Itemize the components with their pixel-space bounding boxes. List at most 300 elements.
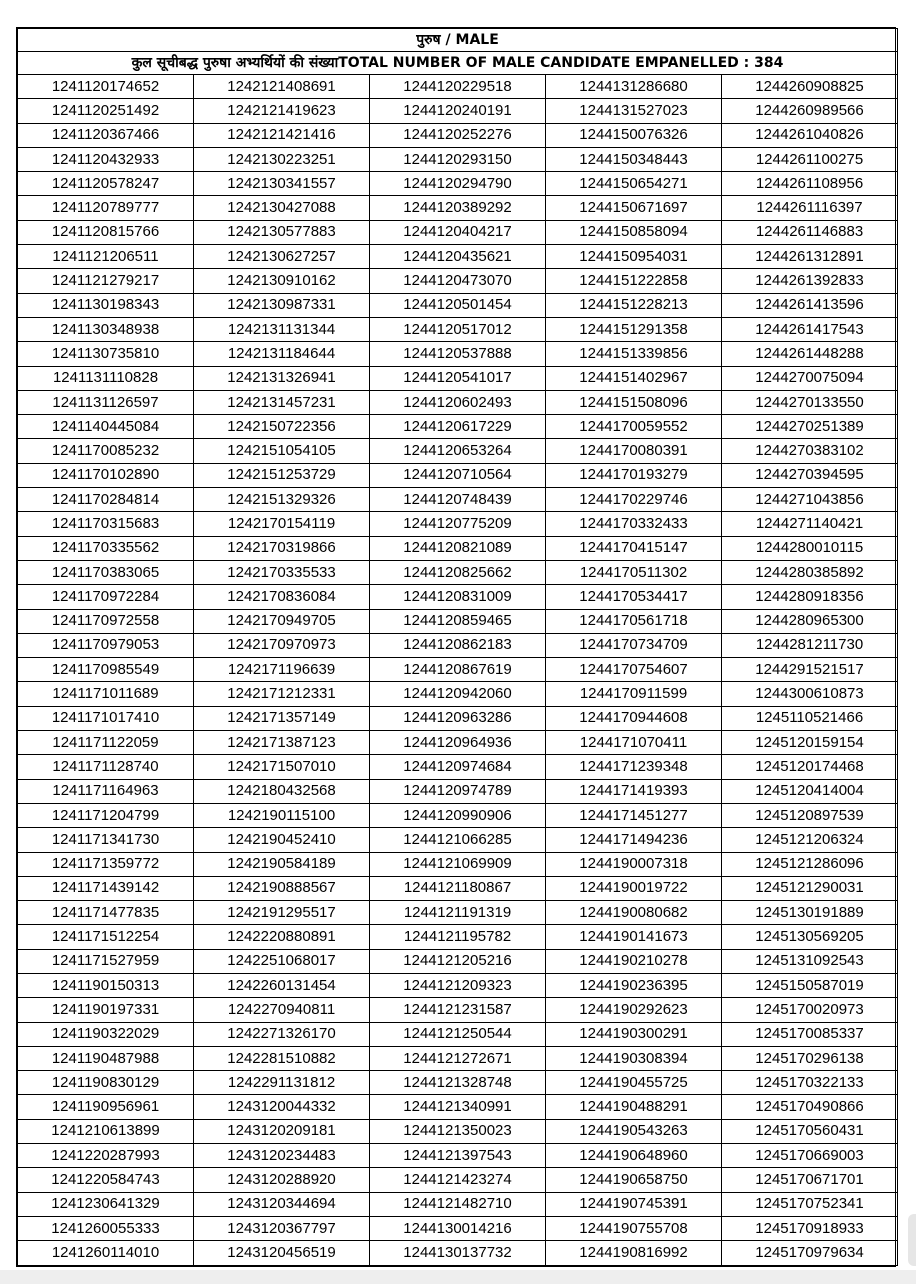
roll-number-cell: 1245170490866 — [722, 1095, 898, 1119]
roll-number-cell: 1245170020973 — [722, 998, 898, 1022]
roll-number-cell: 1244190300291 — [546, 1022, 722, 1046]
roll-number-cell: 1244120435621 — [370, 245, 546, 269]
roll-number-cell: 1244261116397 — [722, 196, 898, 220]
table-row — [18, 1168, 898, 1192]
roll-number-cell: 1241130348938 — [18, 317, 194, 341]
roll-number-cell: 1244271043856 — [722, 488, 898, 512]
roll-number-cell: 1244120252276 — [370, 123, 546, 147]
roll-number-cell: 1241170972558 — [18, 609, 194, 633]
roll-number-cell: 1245120174468 — [722, 755, 898, 779]
table-row — [18, 245, 898, 269]
roll-number-cell: 1244170415147 — [546, 536, 722, 560]
roll-number-cell: 1245170979634 — [722, 1241, 898, 1265]
roll-number-cell: 1244131527023 — [546, 99, 722, 123]
roll-number-cell: 1242151329326 — [194, 488, 370, 512]
roll-number-cell: 1244120473070 — [370, 269, 546, 293]
roll-number-cell: 1244120240191 — [370, 99, 546, 123]
roll-number-cell: 1244261413596 — [722, 293, 898, 317]
page-bottom-edge — [0, 1270, 916, 1284]
roll-number-cell: 1241140445084 — [18, 415, 194, 439]
roll-number-cell: 1244281211730 — [722, 633, 898, 657]
roll-number-cell: 1241171527959 — [18, 949, 194, 973]
roll-number-cell: 1244150348443 — [546, 147, 722, 171]
roll-number-cell: 1244261448288 — [722, 342, 898, 366]
roll-number-cell: 1241190150313 — [18, 973, 194, 997]
roll-number-cell: 1241131126597 — [18, 390, 194, 414]
roll-number-cell: 1242170335533 — [194, 560, 370, 584]
roll-number-cell: 1245110521466 — [722, 706, 898, 730]
roll-number-cell: 1244120821089 — [370, 536, 546, 560]
roll-number-cell: 1244120942060 — [370, 682, 546, 706]
roll-number-cell: 1242170836084 — [194, 585, 370, 609]
roll-number-cell: 1244190648960 — [546, 1144, 722, 1168]
roll-number-cell: 1241170383065 — [18, 560, 194, 584]
roll-number-cell: 1245170752341 — [722, 1192, 898, 1216]
roll-number-cell: 1241220584743 — [18, 1168, 194, 1192]
table-row — [18, 1022, 898, 1046]
roll-number-cell: 1244120963286 — [370, 706, 546, 730]
roll-number-cell: 1243120367797 — [194, 1216, 370, 1240]
table-row — [18, 415, 898, 439]
roll-number-cell: 1244121180867 — [370, 876, 546, 900]
roll-number-cell: 1241210613899 — [18, 1119, 194, 1143]
roll-number-cell: 1242131326941 — [194, 366, 370, 390]
roll-number-cell: 1245121290031 — [722, 876, 898, 900]
roll-number-cell: 1241190197331 — [18, 998, 194, 1022]
roll-number-cell: 1241171512254 — [18, 925, 194, 949]
roll-number-cell: 1242291131812 — [194, 1071, 370, 1095]
roll-number-cell: 1242281510882 — [194, 1046, 370, 1070]
roll-number-cell: 1244121066285 — [370, 828, 546, 852]
roll-number-cell: 1244150858094 — [546, 220, 722, 244]
roll-number-cell: 1245121286096 — [722, 852, 898, 876]
roll-number-cell: 1244170080391 — [546, 439, 722, 463]
table-row — [18, 75, 898, 99]
roll-number-cell: 1244190816992 — [546, 1241, 722, 1265]
roll-number-cell: 1242150722356 — [194, 415, 370, 439]
table-row — [18, 1046, 898, 1070]
table-row — [18, 220, 898, 244]
roll-number-cell: 1244130014216 — [370, 1216, 546, 1240]
roll-number-cell: 1242131457231 — [194, 390, 370, 414]
roll-number-cell: 1244120859465 — [370, 609, 546, 633]
roll-number-cell: 1241170979053 — [18, 633, 194, 657]
roll-number-cell: 1244280010115 — [722, 536, 898, 560]
roll-number-cell: 1244270251389 — [722, 415, 898, 439]
roll-number-cell: 1241171477835 — [18, 901, 194, 925]
table-subtitle — [18, 52, 898, 75]
roll-number-cell: 1245170671701 — [722, 1168, 898, 1192]
roll-number-cell: 1244150671697 — [546, 196, 722, 220]
table-row — [18, 1192, 898, 1216]
roll-number-cell: 1241120367466 — [18, 123, 194, 147]
roll-number-cell: 1242190115100 — [194, 803, 370, 827]
roll-number-cell: 1245130569205 — [722, 925, 898, 949]
roll-number-cell: 1241171359772 — [18, 852, 194, 876]
table-row — [18, 779, 898, 803]
roll-number-cell: 1241120432933 — [18, 147, 194, 171]
roll-number-cell: 1244170534417 — [546, 585, 722, 609]
roll-number-cell: 1241190830129 — [18, 1071, 194, 1095]
table-row — [18, 803, 898, 827]
roll-number-cell: 1242130987331 — [194, 293, 370, 317]
roll-number-cell: 1244120775209 — [370, 512, 546, 536]
roll-number-cell: 1241120789777 — [18, 196, 194, 220]
roll-number-cell: 1243120344694 — [194, 1192, 370, 1216]
roll-number-cell: 1244120990906 — [370, 803, 546, 827]
roll-number-cell: 1244120541017 — [370, 366, 546, 390]
roll-number-cell: 1242130577883 — [194, 220, 370, 244]
roll-number-cell: 1242260131454 — [194, 973, 370, 997]
roll-number-cell: 1244120964936 — [370, 731, 546, 755]
roll-number-cell: 1244171419393 — [546, 779, 722, 803]
roll-number-cell: 1241171011689 — [18, 682, 194, 706]
roll-number-cell: 1242130341557 — [194, 172, 370, 196]
roll-number-cell: 1242191295517 — [194, 901, 370, 925]
roll-number-cell: 1244151228213 — [546, 293, 722, 317]
roll-number-cell: 1244121482710 — [370, 1192, 546, 1216]
roll-number-cell: 1244120229518 — [370, 75, 546, 99]
roll-number-cell: 1243120456519 — [194, 1241, 370, 1265]
roll-number-cell: 1244151508096 — [546, 390, 722, 414]
roll-number-cell: 1244171451277 — [546, 803, 722, 827]
table-row — [18, 123, 898, 147]
roll-number-cell: 1244261417543 — [722, 317, 898, 341]
table-row — [18, 585, 898, 609]
roll-number-cell: 1242190584189 — [194, 852, 370, 876]
roll-number-cell: 1242130910162 — [194, 269, 370, 293]
roll-number-cell: 1241170985549 — [18, 658, 194, 682]
table-row — [18, 560, 898, 584]
roll-number-cell: 1244270383102 — [722, 439, 898, 463]
table-row — [18, 342, 898, 366]
roll-number-cell: 1241170085232 — [18, 439, 194, 463]
roll-number-cell: 1244120748439 — [370, 488, 546, 512]
roll-number-cell: 1242130223251 — [194, 147, 370, 171]
roll-number-cell: 1241170315683 — [18, 512, 194, 536]
roll-number-cell: 1243120209181 — [194, 1119, 370, 1143]
roll-number-cell: 1242171357149 — [194, 706, 370, 730]
roll-number-cell: 1245131092543 — [722, 949, 898, 973]
roll-number-cell: 1244120831009 — [370, 585, 546, 609]
male-candidate-table — [17, 28, 898, 1266]
roll-number-cell: 1244120517012 — [370, 317, 546, 341]
roll-number-cell: 1241130735810 — [18, 342, 194, 366]
roll-number-cell: 1244170332433 — [546, 512, 722, 536]
roll-number-cell: 1244280385892 — [722, 560, 898, 584]
roll-number-cell: 1241220287993 — [18, 1144, 194, 1168]
table-row — [18, 147, 898, 171]
roll-number-cell: 1244150654271 — [546, 172, 722, 196]
roll-number-cell: 1244121209323 — [370, 973, 546, 997]
roll-number-cell: 1242121408691 — [194, 75, 370, 99]
table-row — [18, 633, 898, 657]
roll-number-cell: 1244190141673 — [546, 925, 722, 949]
roll-number-cell: 1245121206324 — [722, 828, 898, 852]
roll-number-cell: 1242190888567 — [194, 876, 370, 900]
roll-number-cell: 1242131184644 — [194, 342, 370, 366]
table-row — [18, 925, 898, 949]
roll-number-cell: 1241120578247 — [18, 172, 194, 196]
table-row — [18, 1241, 898, 1265]
roll-number-cell: 1244151222858 — [546, 269, 722, 293]
roll-number-cell: 1244280965300 — [722, 609, 898, 633]
roll-number-cell: 1244190455725 — [546, 1071, 722, 1095]
roll-number-cell: 1242151253729 — [194, 463, 370, 487]
roll-number-cell: 1244261100275 — [722, 147, 898, 171]
roll-number-cell: 1241171341730 — [18, 828, 194, 852]
table-row — [18, 196, 898, 220]
roll-number-cell: 1242171196639 — [194, 658, 370, 682]
roll-number-cell: 1244121272671 — [370, 1046, 546, 1070]
roll-number-cell: 1243120234483 — [194, 1144, 370, 1168]
roll-number-cell: 1242121421416 — [194, 123, 370, 147]
table-row — [18, 536, 898, 560]
roll-number-cell: 1244190755708 — [546, 1216, 722, 1240]
roll-number-cell: 1241130198343 — [18, 293, 194, 317]
table-row — [18, 317, 898, 341]
table-row — [18, 366, 898, 390]
roll-number-cell: 1242121419623 — [194, 99, 370, 123]
roll-number-cell: 1244120653264 — [370, 439, 546, 463]
table-row — [18, 293, 898, 317]
roll-number-cell: 1244121250544 — [370, 1022, 546, 1046]
table-row — [18, 1119, 898, 1143]
table-row — [18, 876, 898, 900]
roll-number-cell: 1244260989566 — [722, 99, 898, 123]
roll-number-cell: 1244190745391 — [546, 1192, 722, 1216]
roll-number-cell: 1242171212331 — [194, 682, 370, 706]
table-row — [18, 755, 898, 779]
roll-number-cell: 1244170193279 — [546, 463, 722, 487]
roll-number-cell: 1244121205216 — [370, 949, 546, 973]
roll-number-cell: 1241170284814 — [18, 488, 194, 512]
roll-number-cell: 1244170561718 — [546, 609, 722, 633]
roll-number-cell: 1244120501454 — [370, 293, 546, 317]
roll-number-cell: 1244190236395 — [546, 973, 722, 997]
roll-number-cell: 1245120414004 — [722, 779, 898, 803]
roll-number-cell: 1242170949705 — [194, 609, 370, 633]
roll-number-cell: 1244121328748 — [370, 1071, 546, 1095]
roll-number-cell: 1244151291358 — [546, 317, 722, 341]
roll-number-cell: 1241120174652 — [18, 75, 194, 99]
roll-number-cell: 1244170734709 — [546, 633, 722, 657]
roll-number-cell: 1244171494236 — [546, 828, 722, 852]
table-row — [18, 269, 898, 293]
roll-number-cell: 1244260908825 — [722, 75, 898, 99]
roll-number-cell: 1244170059552 — [546, 415, 722, 439]
roll-number-cell: 1245170322133 — [722, 1071, 898, 1095]
table-row — [18, 731, 898, 755]
table-row — [18, 512, 898, 536]
table-row — [18, 658, 898, 682]
roll-number-cell: 1244131286680 — [546, 75, 722, 99]
table-row — [18, 439, 898, 463]
roll-number-cell: 1244120389292 — [370, 196, 546, 220]
table-row — [18, 706, 898, 730]
roll-number-cell: 1244190292623 — [546, 998, 722, 1022]
roll-number-cell: 1241190487988 — [18, 1046, 194, 1070]
roll-number-cell: 1244261392833 — [722, 269, 898, 293]
table-row — [18, 828, 898, 852]
roll-number-cell: 1244120404217 — [370, 220, 546, 244]
roll-number-cell: 1244130137732 — [370, 1241, 546, 1265]
roll-number-cell: 1242151054105 — [194, 439, 370, 463]
roll-number-cell: 1245120159154 — [722, 731, 898, 755]
roll-number-cell: 1245170085337 — [722, 1022, 898, 1046]
roll-number-cell: 1245170918933 — [722, 1216, 898, 1240]
roll-number-cell: 1244271140421 — [722, 512, 898, 536]
roll-number-cell: 1244121340991 — [370, 1095, 546, 1119]
roll-number-cell: 1244120617229 — [370, 415, 546, 439]
roll-number-cell: 1244120293150 — [370, 147, 546, 171]
roll-number-cell: 1241171128740 — [18, 755, 194, 779]
roll-number-cell: 1244270133550 — [722, 390, 898, 414]
table-row — [18, 172, 898, 196]
roll-number-cell: 1244170944608 — [546, 706, 722, 730]
subtitle-english: TOTAL NUMBER OF MALE CANDIDATE EMPANELLED : 384 — [338, 55, 784, 71]
roll-number-cell: 1241120251492 — [18, 99, 194, 123]
roll-number-cell: 1241121279217 — [18, 269, 194, 293]
roll-number-cell: 1244120537888 — [370, 342, 546, 366]
roll-number-cell: 1241171439142 — [18, 876, 194, 900]
roll-number-cell: 1245170296138 — [722, 1046, 898, 1070]
table-row — [18, 1095, 898, 1119]
scroll-handle[interactable] — [908, 1214, 916, 1266]
roll-number-cell: 1242131131344 — [194, 317, 370, 341]
subtitle-hindi: कुल सूचीबद्ध पुरुषा अभ्यर्थियों की संख्या — [131, 55, 339, 71]
roll-number-cell: 1242251068017 — [194, 949, 370, 973]
roll-number-cell: 1244291521517 — [722, 658, 898, 682]
roll-number-cell: 1244121191319 — [370, 901, 546, 925]
roll-number-cell: 1242220880891 — [194, 925, 370, 949]
table-row — [18, 99, 898, 123]
roll-number-cell: 1244280918356 — [722, 585, 898, 609]
roll-number-cell: 1244121350023 — [370, 1119, 546, 1143]
table-row — [18, 998, 898, 1022]
roll-number-cell: 1245120897539 — [722, 803, 898, 827]
roll-number-cell: 1241190956961 — [18, 1095, 194, 1119]
roll-number-cell: 1244121069909 — [370, 852, 546, 876]
roll-number-cell: 1244261146883 — [722, 220, 898, 244]
roll-number-cell: 1244170754607 — [546, 658, 722, 682]
roll-number-cell: 1242170970973 — [194, 633, 370, 657]
roll-number-cell: 1242130427088 — [194, 196, 370, 220]
roll-number-cell: 1244150954031 — [546, 245, 722, 269]
roll-number-cell: 1244120862183 — [370, 633, 546, 657]
roll-number-cell: 1242171387123 — [194, 731, 370, 755]
candidate-list-sheet — [16, 27, 896, 1267]
roll-number-cell: 1243120288920 — [194, 1168, 370, 1192]
table-row — [18, 852, 898, 876]
roll-number-cell: 1244121231587 — [370, 998, 546, 1022]
roll-number-cell: 1242271326170 — [194, 1022, 370, 1046]
roll-number-cell: 1244190308394 — [546, 1046, 722, 1070]
roll-number-cell: 1244270075094 — [722, 366, 898, 390]
roll-number-cell: 1244121195782 — [370, 925, 546, 949]
roll-number-cell: 1242170154119 — [194, 512, 370, 536]
roll-number-cell: 1241121206511 — [18, 245, 194, 269]
roll-number-cell: 1244261040826 — [722, 123, 898, 147]
roll-number-cell: 1244171239348 — [546, 755, 722, 779]
table-row — [18, 463, 898, 487]
table-row — [18, 488, 898, 512]
roll-number-cell: 1241171122059 — [18, 731, 194, 755]
roll-number-cell: 1245150587019 — [722, 973, 898, 997]
roll-number-cell: 1244121397543 — [370, 1144, 546, 1168]
roll-number-cell: 1244190658750 — [546, 1168, 722, 1192]
table-row — [18, 609, 898, 633]
roll-number-cell: 1244170911599 — [546, 682, 722, 706]
roll-number-cell: 1241131110828 — [18, 366, 194, 390]
roll-number-cell: 1244120974789 — [370, 779, 546, 803]
table-row — [18, 1071, 898, 1095]
roll-number-cell: 1241170972284 — [18, 585, 194, 609]
table-title: पुरुष / MALE — [18, 29, 898, 52]
roll-number-cell: 1241171164963 — [18, 779, 194, 803]
table-row — [18, 973, 898, 997]
roll-number-cell: 1244151402967 — [546, 366, 722, 390]
table-row — [18, 390, 898, 414]
roll-number-cell: 1244121423274 — [370, 1168, 546, 1192]
roll-number-cell: 1242171507010 — [194, 755, 370, 779]
roll-number-cell: 1243120044332 — [194, 1095, 370, 1119]
table-row — [18, 901, 898, 925]
roll-number-cell: 1244170229746 — [546, 488, 722, 512]
table-row — [18, 1144, 898, 1168]
roll-number-cell: 1245130191889 — [722, 901, 898, 925]
roll-number-cell: 1245170560431 — [722, 1119, 898, 1143]
roll-number-cell: 1241171017410 — [18, 706, 194, 730]
roll-number-cell: 1244150076326 — [546, 123, 722, 147]
table-row — [18, 682, 898, 706]
roll-number-cell: 1244120602493 — [370, 390, 546, 414]
roll-number-cell: 1244190007318 — [546, 852, 722, 876]
table-row — [18, 949, 898, 973]
roll-number-cell: 1245170669003 — [722, 1144, 898, 1168]
roll-number-cell: 1244261312891 — [722, 245, 898, 269]
roll-number-cell: 1244170511302 — [546, 560, 722, 584]
roll-number-cell: 1242130627257 — [194, 245, 370, 269]
roll-number-cell: 1244190210278 — [546, 949, 722, 973]
roll-number-cell: 1241120815766 — [18, 220, 194, 244]
roll-number-cell: 1244270394595 — [722, 463, 898, 487]
roll-number-cell: 1244171070411 — [546, 731, 722, 755]
roll-number-cell: 1241190322029 — [18, 1022, 194, 1046]
roll-number-cell: 1244120710564 — [370, 463, 546, 487]
roll-number-cell: 1244120825662 — [370, 560, 546, 584]
roll-number-cell: 1241170102890 — [18, 463, 194, 487]
roll-number-cell: 1244120974684 — [370, 755, 546, 779]
roll-number-cell: 1244261108956 — [722, 172, 898, 196]
roll-number-cell: 1242270940811 — [194, 998, 370, 1022]
roll-number-cell: 1244120294790 — [370, 172, 546, 196]
roll-number-cell: 1244120867619 — [370, 658, 546, 682]
roll-number-cell: 1244151339856 — [546, 342, 722, 366]
roll-number-cell: 1241170335562 — [18, 536, 194, 560]
roll-number-cell: 1244190543263 — [546, 1119, 722, 1143]
roll-number-cell: 1244190080682 — [546, 901, 722, 925]
roll-number-cell: 1241260114010 — [18, 1241, 194, 1265]
roll-number-cell: 1242170319866 — [194, 536, 370, 560]
roll-number-cell: 1242190452410 — [194, 828, 370, 852]
roll-number-cell: 1242180432568 — [194, 779, 370, 803]
roll-number-cell: 1244190488291 — [546, 1095, 722, 1119]
roll-number-cell: 1241171204799 — [18, 803, 194, 827]
roll-number-cell: 1244300610873 — [722, 682, 898, 706]
roll-number-cell: 1241230641329 — [18, 1192, 194, 1216]
roll-number-cell: 1241260055333 — [18, 1216, 194, 1240]
